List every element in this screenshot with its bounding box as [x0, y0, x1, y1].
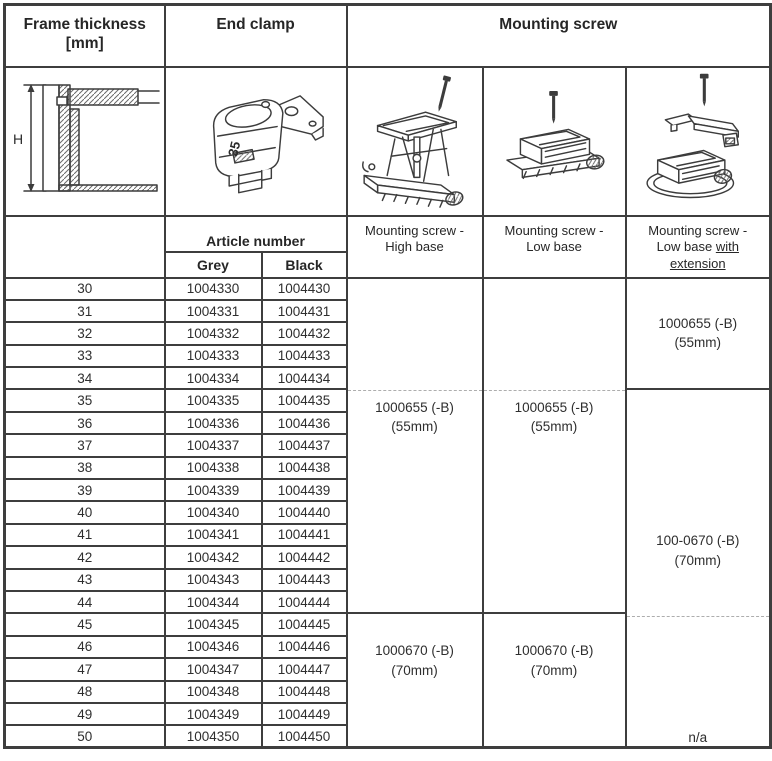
cell-article-black: 1004439	[262, 479, 347, 501]
table-row	[5, 278, 771, 300]
data-rows-body	[5, 278, 771, 748]
cell-frame-thickness: 31	[5, 300, 165, 322]
cell-frame-thickness: 48	[5, 681, 165, 703]
header-extension-prefix: Mounting screw - Low base	[648, 222, 748, 255]
part-length: (55mm)	[530, 419, 578, 435]
part-number: 1000655 (-B)	[658, 315, 738, 331]
cell-article-black: 1004437	[262, 434, 347, 456]
cell-frame-thickness: 38	[5, 457, 165, 479]
cell-article-grey: 1004333	[165, 345, 262, 367]
cell-article-black: 1004443	[262, 569, 347, 591]
part-number: 1000670 (-B)	[375, 643, 454, 659]
part-length: (70mm)	[674, 553, 722, 569]
cell-frame-thickness: 36	[5, 412, 165, 434]
cell-article-grey: 1004349	[165, 703, 262, 725]
cell-frame-thickness: 34	[5, 367, 165, 389]
header-low-base-extension-label	[644, 223, 752, 274]
clamp-size-marking: 35	[224, 139, 243, 158]
header-black: Black	[262, 252, 347, 278]
cell-article-black: 1004445	[262, 613, 347, 635]
part-length: (55mm)	[674, 335, 722, 351]
end-clamp-isometric-drawing	[176, 69, 336, 209]
header-grey: Grey	[165, 252, 262, 278]
cell-article-black: 1004449	[262, 703, 347, 725]
mounting-cell-low-base-55	[483, 278, 626, 614]
cell-article-black: 1004450	[262, 725, 347, 747]
screw-icon	[434, 75, 450, 112]
end-clamp-image-cell	[165, 67, 347, 216]
part-length: (70mm)	[391, 662, 438, 678]
subheader-row-a	[5, 216, 771, 252]
cell-frame-thickness: 30	[5, 278, 165, 300]
part-label	[484, 614, 625, 680]
cell-article-grey: 1004335	[165, 389, 262, 411]
part-number: 1000670 (-B)	[514, 643, 594, 659]
cell-article-black: 1004442	[262, 546, 347, 568]
part-number: 1000655 (-B)	[375, 399, 454, 415]
cell-frame-thickness: 47	[5, 658, 165, 680]
cell-article-grey: 1004342	[165, 546, 262, 568]
cell-article-black: 1004435	[262, 389, 347, 411]
cell-article-grey: 1004344	[165, 591, 262, 613]
low-base-extension-image-cell	[626, 67, 771, 216]
cell-frame-thickness: 40	[5, 501, 165, 523]
cell-article-grey: 1004332	[165, 322, 262, 344]
cell-frame-thickness: 39	[5, 479, 165, 501]
cell-article-grey: 1004343	[165, 569, 262, 591]
cell-article-grey: 1004347	[165, 658, 262, 680]
height-dimension-label: H	[12, 130, 23, 147]
cell-article-grey: 1004339	[165, 479, 262, 501]
header-low-base-label: Mounting screw - Low base	[504, 222, 604, 255]
cell-article-grey: 1004345	[165, 613, 262, 635]
cell-article-grey: 1004334	[165, 367, 262, 389]
cell-article-black: 1004438	[262, 457, 347, 479]
cell-frame-thickness: 50	[5, 725, 165, 747]
cell-article-black: 1004441	[262, 524, 347, 546]
header-article-number: Article number	[165, 216, 347, 252]
cell-frame-thickness: 44	[5, 591, 165, 613]
na-value: n/a	[688, 730, 708, 746]
mounting-cell-high-base-55	[347, 278, 483, 614]
header-low-base-extension	[626, 216, 771, 278]
header-high-base-label: Mounting screw - High base	[365, 222, 464, 255]
dashed-divider	[484, 390, 625, 391]
low-base-image-cell	[483, 67, 626, 216]
cell-frame-thickness: 42	[5, 546, 165, 568]
screw-icon	[700, 73, 709, 106]
cell-article-grey: 1004331	[165, 300, 262, 322]
cell-article-black: 1004433	[262, 345, 347, 367]
high-base-image-cell	[347, 67, 483, 216]
part-label	[348, 279, 482, 437]
cell-frame-thickness: 46	[5, 636, 165, 658]
cell-frame-thickness: 49	[5, 703, 165, 725]
cell-article-grey: 1004350	[165, 725, 262, 747]
image-row	[5, 67, 771, 216]
header-high-base	[347, 216, 483, 278]
cell-frame-thickness: 35	[5, 389, 165, 411]
cell-frame-thickness: 37	[5, 434, 165, 456]
part-label	[484, 279, 625, 437]
mounting-cell-extension-55	[626, 278, 771, 390]
header-frame-thickness: Frame thickness [mm]	[5, 5, 165, 67]
cell-article-grey: 1004348	[165, 681, 262, 703]
dashed-divider	[348, 390, 482, 391]
part-label	[627, 314, 770, 353]
mounting-screw-low-base-drawing	[489, 68, 619, 210]
part-number: 1000655 (-B)	[514, 399, 594, 415]
cell-frame-thickness: 45	[5, 613, 165, 635]
cell-article-black: 1004444	[262, 591, 347, 613]
cell-article-grey: 1004337	[165, 434, 262, 456]
cell-frame-thickness: 41	[5, 524, 165, 546]
mounting-cell-extension-70	[626, 389, 771, 747]
mounting-cell-low-base-70	[483, 613, 626, 747]
cell-article-black: 1004430	[262, 278, 347, 300]
part-number: 100-0670 (-B)	[656, 533, 740, 549]
cell-frame-thickness: 32	[5, 322, 165, 344]
cell-article-black: 1004447	[262, 658, 347, 680]
header-mounting-screw: Mounting screw	[347, 5, 771, 67]
cell-article-black: 1004434	[262, 367, 347, 389]
title-row	[5, 5, 771, 67]
part-length: (55mm)	[391, 419, 438, 435]
header-low-base	[483, 216, 626, 278]
mounting-cell-high-base-70	[347, 613, 483, 747]
cell-article-black: 1004446	[262, 636, 347, 658]
header-end-clamp: End clamp	[165, 5, 347, 67]
cell-article-black: 1004431	[262, 300, 347, 322]
spec-table	[3, 3, 772, 749]
mounting-screw-low-base-extension-drawing	[630, 68, 765, 210]
header-extension-underlined: with extension	[669, 239, 739, 272]
part-length: (70mm)	[530, 662, 578, 678]
cell-article-grey: 1004340	[165, 501, 262, 523]
cell-frame-thickness: 43	[5, 569, 165, 591]
part-label	[348, 614, 482, 680]
frame-profile-cell	[5, 67, 165, 216]
mounting-screw-high-base-drawing	[350, 68, 480, 210]
part-label	[627, 390, 770, 570]
cell-article-black: 1004432	[262, 322, 347, 344]
screw-icon	[549, 91, 558, 124]
dashed-divider	[627, 616, 770, 617]
subheader-spacer-cell	[5, 216, 165, 278]
cell-article-black: 1004448	[262, 681, 347, 703]
cell-article-black: 1004436	[262, 412, 347, 434]
cell-article-grey: 1004330	[165, 278, 262, 300]
cell-article-grey: 1004346	[165, 636, 262, 658]
cell-article-grey: 1004336	[165, 412, 262, 434]
cell-article-grey: 1004338	[165, 457, 262, 479]
frame-cross-section-diagram	[9, 69, 161, 209]
cell-frame-thickness: 33	[5, 345, 165, 367]
cell-article-grey: 1004341	[165, 524, 262, 546]
cell-article-black: 1004440	[262, 501, 347, 523]
